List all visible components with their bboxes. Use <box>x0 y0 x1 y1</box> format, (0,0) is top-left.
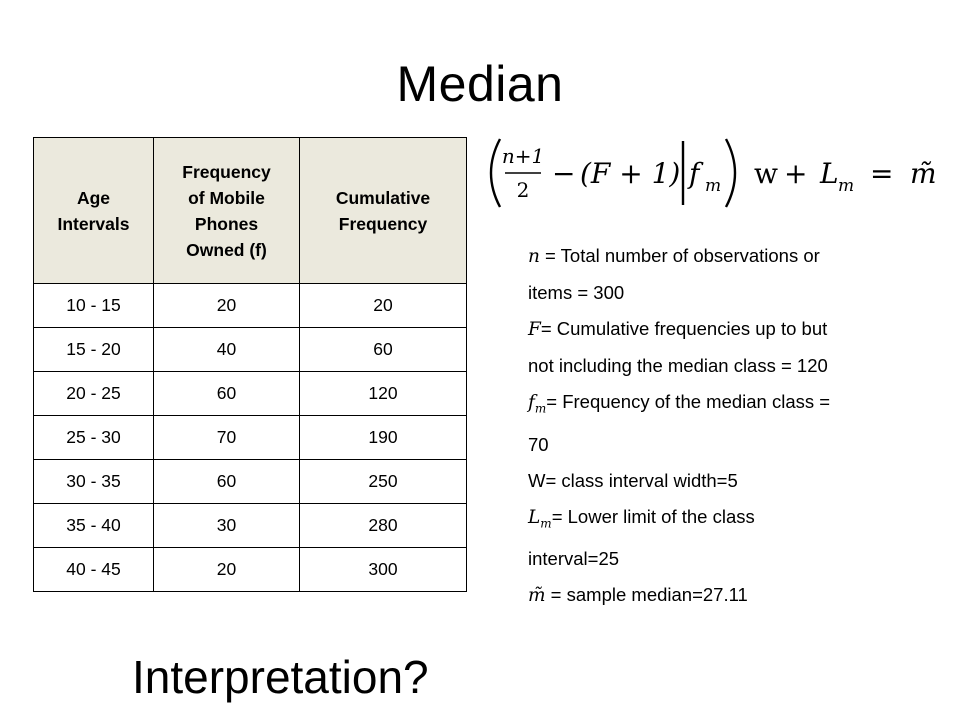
lm-subscript: m <box>838 176 855 196</box>
f-plus-one-term: (F + 1) <box>580 157 681 190</box>
cell-frequency: 20 <box>154 284 300 328</box>
cell-age-interval: 40 - 45 <box>34 548 154 592</box>
right-paren <box>726 139 735 207</box>
cell-frequency: 20 <box>154 548 300 592</box>
table-row <box>34 504 467 548</box>
equals-sign: = <box>870 157 894 190</box>
definition-line <box>528 311 948 348</box>
w-symbol: w <box>754 157 778 190</box>
definition-symbol: m̃ <box>528 585 546 607</box>
left-paren <box>491 139 500 207</box>
definition-text: 70 <box>528 433 549 455</box>
table-row <box>34 372 467 416</box>
definition-line <box>528 275 948 311</box>
definition-text: interval=25 <box>528 548 620 570</box>
definition-symbol: n <box>528 246 540 267</box>
definition-line <box>528 463 948 499</box>
cell-cumulative: 20 <box>300 284 467 328</box>
table-header-row <box>34 138 467 284</box>
header-line: of Mobile <box>188 187 265 208</box>
cell-cumulative: 120 <box>300 372 467 416</box>
header-line: Phones <box>194 213 259 234</box>
fm-symbol: f <box>689 157 700 190</box>
table-row <box>34 284 467 328</box>
cell-cumulative: 280 <box>300 504 467 548</box>
table-row <box>34 328 467 372</box>
header-line: Intervals <box>57 213 130 234</box>
cell-frequency: 60 <box>154 372 300 416</box>
definition-subscript: m <box>534 401 547 416</box>
header-line: Cumulative <box>335 187 431 208</box>
definition-line <box>528 427 948 463</box>
fm-subscript: m <box>705 176 722 196</box>
definition-text: = Total number of observations or <box>539 245 820 266</box>
definition-symbol: f <box>528 392 535 413</box>
cell-cumulative: 190 <box>300 416 467 460</box>
header-cumulative-frequency <box>300 138 467 284</box>
header-frequency <box>154 138 300 284</box>
definition-text: = Lower limit of the class <box>551 505 755 527</box>
definition-text: W= class interval width=5 <box>528 469 738 491</box>
definition-subscript: m <box>540 516 552 531</box>
header-age-intervals <box>34 138 154 284</box>
definition-line <box>528 348 948 384</box>
header-line: Owned (f) <box>186 239 267 260</box>
table-row <box>34 416 467 460</box>
header-line: Age <box>76 187 111 208</box>
cell-age-interval: 35 - 40 <box>34 504 154 548</box>
interpretation-prompt: Interpretation? <box>132 651 429 703</box>
definition-line <box>528 577 948 614</box>
table-row <box>34 460 467 504</box>
plus-sign: + <box>784 157 808 190</box>
cell-frequency: 60 <box>154 460 300 504</box>
definition-text: = sample median=27.11 <box>545 584 748 606</box>
definition-text: items = 300 <box>528 282 625 303</box>
slide-title: Median <box>396 56 564 112</box>
definition-line <box>528 499 948 542</box>
cell-frequency: 70 <box>154 416 300 460</box>
definition-text: = Cumulative frequencies up to but <box>540 318 828 339</box>
cell-age-interval: 25 - 30 <box>34 416 154 460</box>
cell-cumulative: 300 <box>300 548 467 592</box>
frequency-table <box>33 137 467 592</box>
median-result-symbol: m̃ <box>910 157 937 190</box>
cell-cumulative: 60 <box>300 328 467 372</box>
cell-frequency: 40 <box>154 328 300 372</box>
cell-age-interval: 15 - 20 <box>34 328 154 372</box>
cell-frequency: 30 <box>154 504 300 548</box>
definition-line <box>528 384 948 427</box>
cell-age-interval: 20 - 25 <box>34 372 154 416</box>
definitions-list <box>528 238 948 614</box>
definition-symbol: L <box>528 506 541 528</box>
table-row <box>34 548 467 592</box>
minus-sign: − <box>552 157 576 190</box>
fraction-denominator: 2 <box>516 178 530 202</box>
lm-symbol: L <box>820 157 839 190</box>
definition-line <box>528 541 948 577</box>
header-line: Frequency <box>338 213 428 234</box>
cell-age-interval: 10 - 15 <box>34 284 154 328</box>
fraction-numerator: n+1 <box>501 144 545 168</box>
header-line: Frequency <box>182 161 271 182</box>
cell-cumulative: 250 <box>300 460 467 504</box>
median-formula <box>478 133 948 213</box>
median-formula-svg <box>478 133 948 213</box>
definition-text: = Frequency of the median class = <box>546 391 831 412</box>
cell-age-interval: 30 - 35 <box>34 460 154 504</box>
definition-symbol: F <box>528 319 541 340</box>
definition-text: not including the median class = 120 <box>528 355 828 376</box>
definition-line <box>528 238 948 275</box>
